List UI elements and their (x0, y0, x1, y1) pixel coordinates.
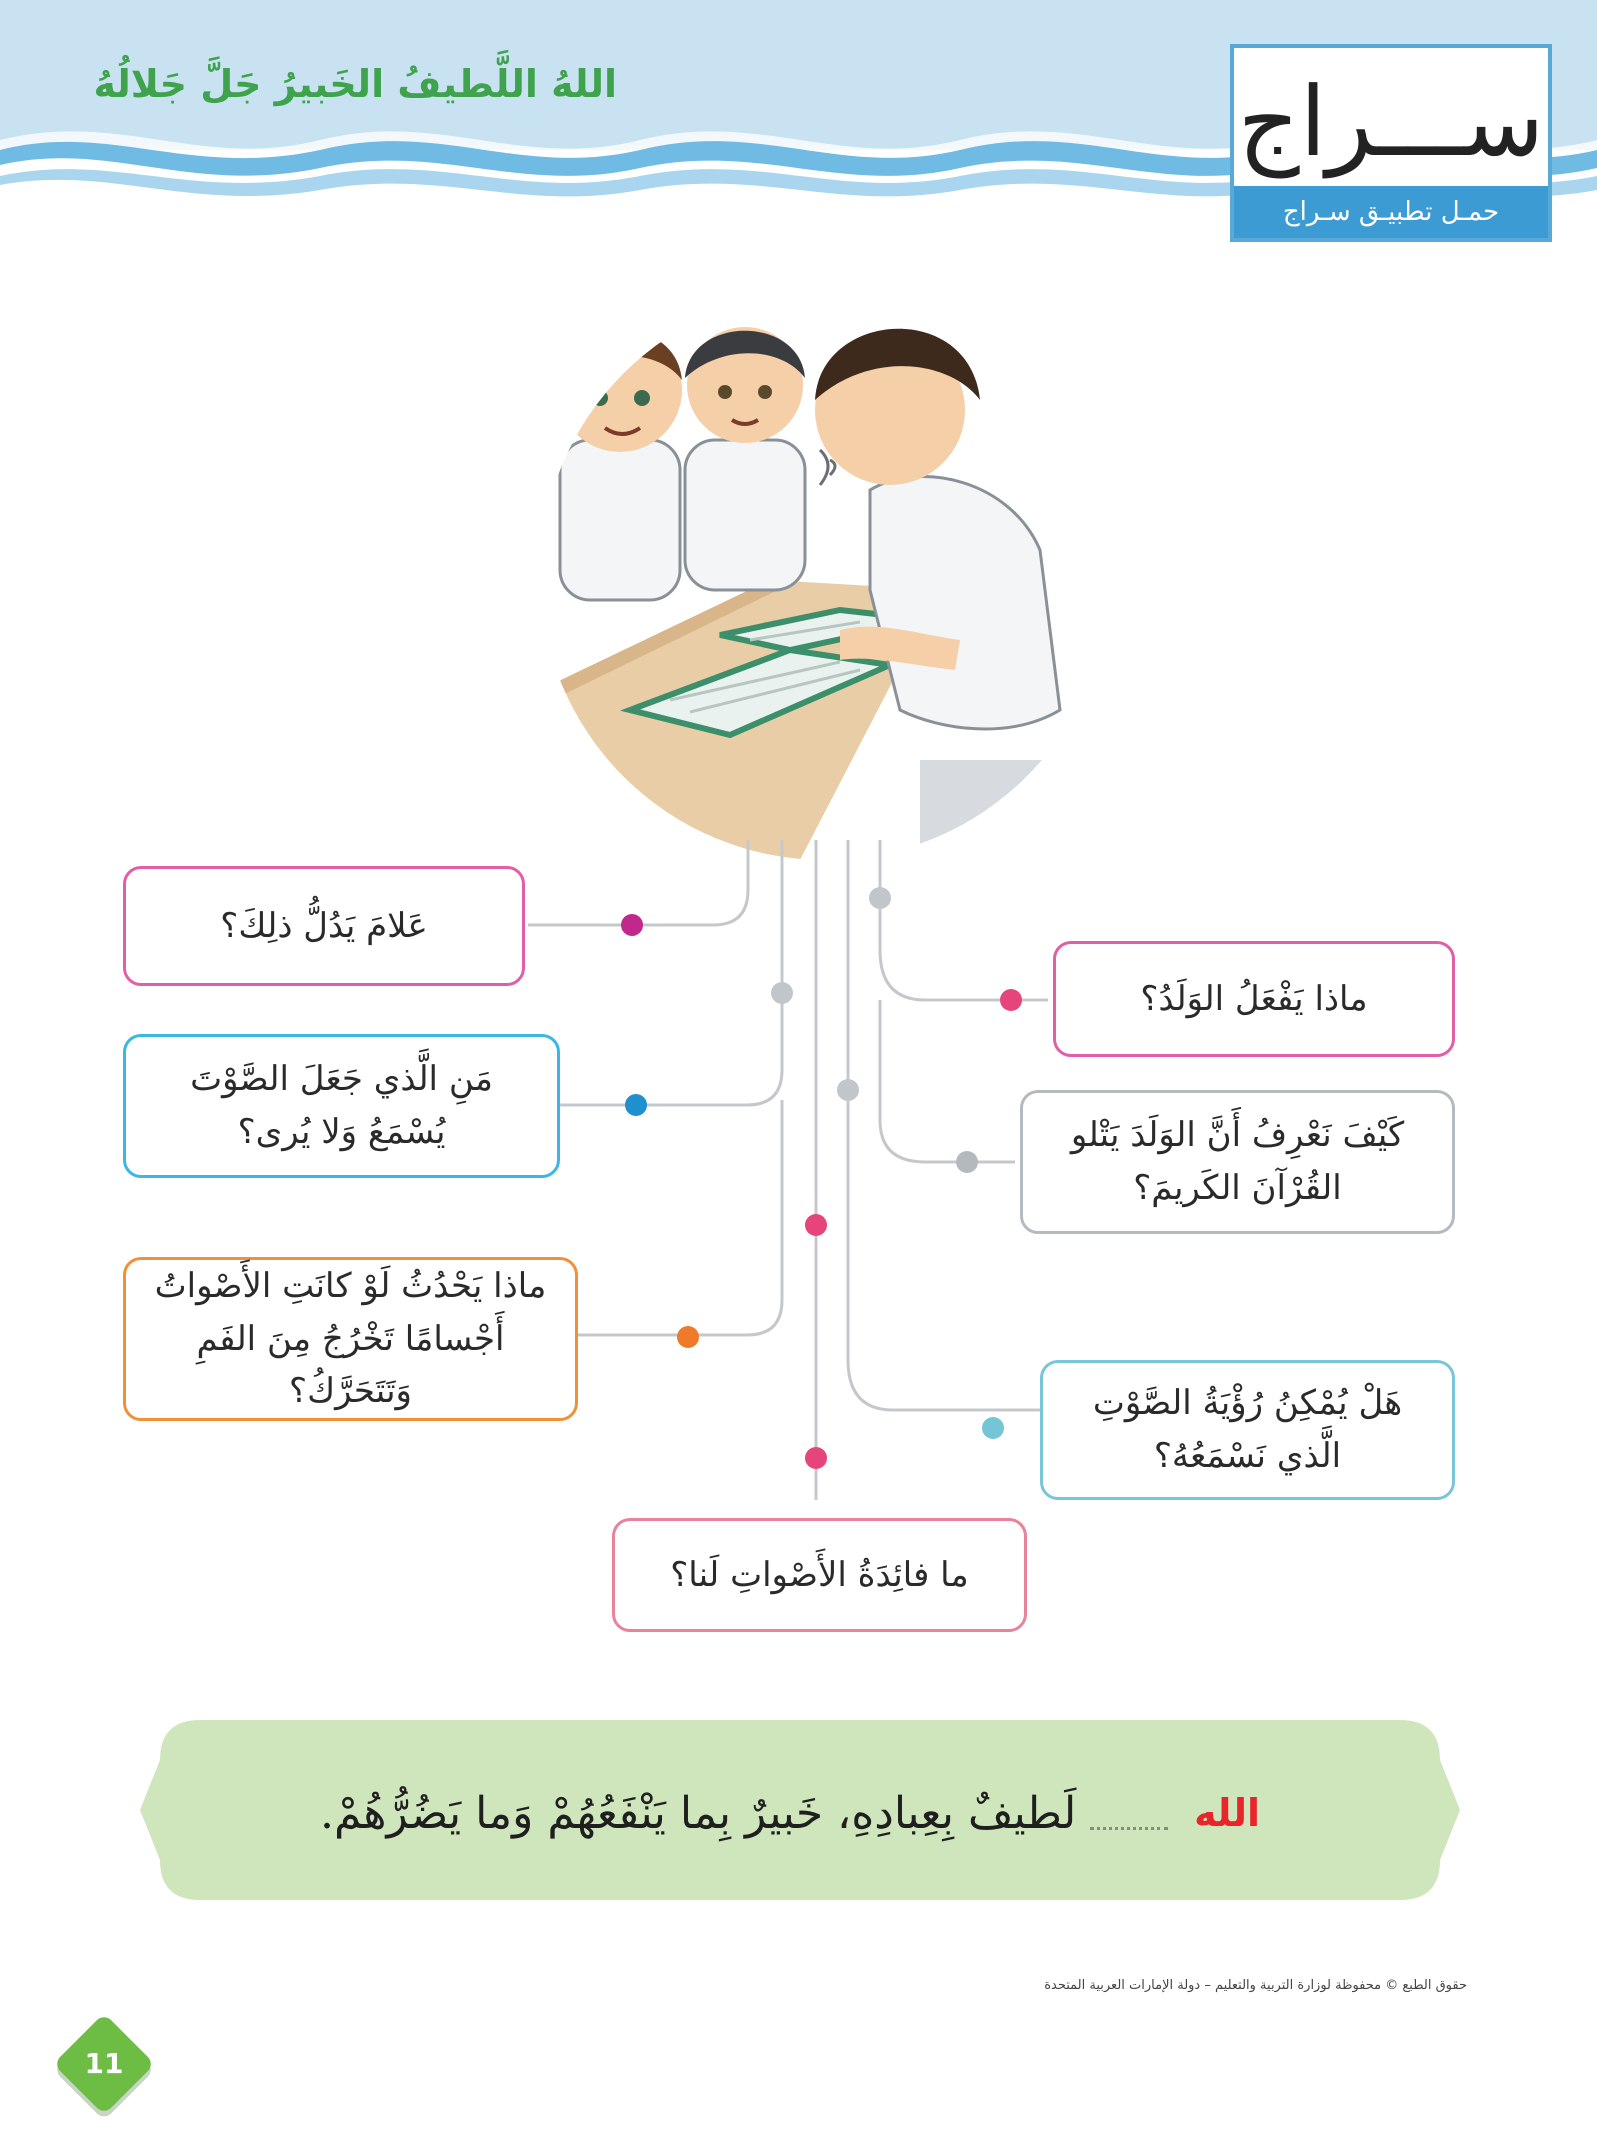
question-box-what-does-it-indicate (123, 866, 525, 986)
connector-dot-branch-1 (771, 982, 793, 1004)
question-text: مَنِ الَّذي جَعَلَ الصَّوْتَ يُسْمَعُ وَلا يُرى؟ (190, 1059, 493, 1152)
question-box-how-we-know-reciting (1020, 1090, 1455, 1234)
app-promo-box[interactable] (1230, 44, 1552, 242)
connector-dot-q2 (625, 1094, 647, 1116)
page-number: 11 (84, 2047, 124, 2080)
app-logo: ســـراج (1237, 66, 1545, 178)
connector-dot-q7-b (805, 1447, 827, 1469)
conclusion-sentence (320, 1778, 1260, 1848)
connector-dot-q7-a (805, 1214, 827, 1236)
conclusion-fill-blank-line (1090, 1797, 1168, 1830)
connector-dot-q5 (956, 1151, 978, 1173)
boys-reading-quran-illustration (540, 290, 1110, 860)
lesson-title: اللهُ اللَّطيفُ الخَبيرُ جَلَّ جَلالُهُ (93, 62, 617, 106)
question-text: ما فائِدَةُ الأَصْواتِ لَنا؟ (670, 1554, 969, 1595)
connector-dot-branch-3 (869, 887, 891, 909)
connector-dot-branch-2 (837, 1079, 859, 1101)
question-box-benefit-of-sounds (612, 1518, 1027, 1632)
copyright-notice: حقوق الطبع © محفوظة لوزارة التربية والتعليم – دولة الإمارات العربية المتحدة (1044, 1978, 1467, 1993)
question-text: ماذا يَحْدُثُ لَوْ كانَتِ الأَصْواتُ أَجْسامًا تَخْرُجُ مِنَ الفَمِ وَتَتَحَرَّكُ؟ (154, 1265, 547, 1412)
question-text: عَلامَ يَدُلُّ ذلِكَ؟ (220, 905, 428, 946)
question-box-who-made-sound-audible (123, 1034, 560, 1178)
conclusion-answer: الله (1194, 1791, 1260, 1835)
connector-dot-q4 (1000, 989, 1022, 1011)
question-box-if-sounds-were-bodies (123, 1257, 578, 1421)
connector-dot-q6 (982, 1417, 1004, 1439)
app-download-caption: حمـل تطبيـق سـراج (1234, 186, 1548, 238)
question-text: ماذا يَفْعَلُ الوَلَدُ؟ (1140, 978, 1368, 1019)
question-box-can-sound-be-seen (1040, 1360, 1455, 1500)
question-box-what-is-boy-doing (1053, 941, 1455, 1057)
conclusion-text: لَطيفٌ بِعِبادِهِ، خَبيرٌ بِما يَنْفَعُهُمْ وَما يَضُرُّهُمْ. (320, 1787, 1077, 1839)
question-text: هَلْ يُمْكِنُ رُؤْيَةُ الصَّوْتِ الَّذي نَسْمَعُهُ؟ (1092, 1383, 1403, 1476)
connector-dot-q1 (621, 914, 643, 936)
connector-dot-q3 (677, 1326, 699, 1348)
question-text: كَيْفَ نَعْرِفُ أَنَّ الوَلَدَ يَتْلو القُرْآنَ الكَريمَ؟ (1070, 1115, 1405, 1208)
